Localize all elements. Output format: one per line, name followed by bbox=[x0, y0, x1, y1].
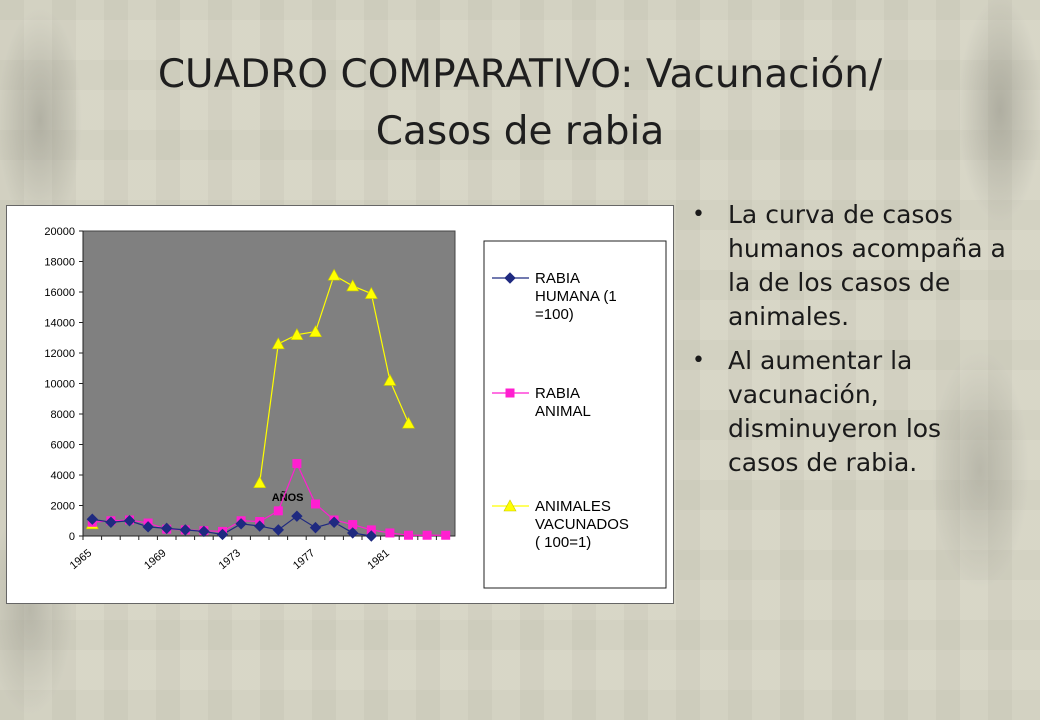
y-tick-label: 14000 bbox=[44, 317, 75, 330]
title-line-1: CUADRO COMPARATIVO: Vacunación/ bbox=[157, 52, 883, 97]
x-tick-label: 1977 bbox=[290, 547, 318, 573]
bullet-item bbox=[690, 198, 1010, 334]
legend-label: VACUNADOS bbox=[535, 516, 629, 533]
plot-area bbox=[83, 231, 455, 536]
y-tick-label: 12000 bbox=[44, 348, 75, 360]
y-tick-label: 2000 bbox=[50, 500, 75, 513]
y-tick-label: 18000 bbox=[44, 256, 75, 269]
y-tick-label: 20000 bbox=[44, 226, 75, 238]
x-tick-label: 1981 bbox=[365, 547, 392, 573]
data-point bbox=[441, 531, 450, 540]
legend-label: ( 100=1) bbox=[535, 534, 592, 551]
bullet-list bbox=[690, 198, 1010, 490]
legend-label: RABIA bbox=[535, 270, 581, 287]
data-point bbox=[311, 499, 320, 508]
data-point bbox=[404, 531, 413, 540]
bullet-item bbox=[690, 344, 1010, 480]
bullet-dot-icon: • bbox=[692, 348, 705, 373]
data-point bbox=[292, 459, 301, 468]
y-tick-label: 8000 bbox=[50, 409, 75, 421]
bullet-text: Al aumentar la vacunación, disminuyeron los casos de rabia. bbox=[728, 346, 942, 477]
legend-label: HUMANA (1 bbox=[535, 288, 617, 305]
y-tick-label: 0 bbox=[68, 531, 75, 543]
y-tick-label: 16000 bbox=[44, 287, 75, 299]
legend-label: =100) bbox=[535, 306, 574, 323]
bullet-text: La curva de casos humanos acompaña a la de los casos de animales. bbox=[728, 200, 1006, 331]
bullet-dot-icon: • bbox=[692, 202, 705, 227]
legend-label: RABIA bbox=[535, 385, 581, 402]
chart bbox=[6, 205, 674, 604]
y-tick-label: 6000 bbox=[50, 439, 75, 452]
title-line-2: Casos de rabia bbox=[375, 109, 665, 154]
y-tick-label: 10000 bbox=[44, 378, 75, 391]
data-point bbox=[385, 528, 394, 537]
x-axis-title: AÑOS bbox=[271, 492, 304, 504]
data-point bbox=[506, 389, 515, 398]
chart-svg bbox=[7, 206, 673, 603]
legend-label: ANIMAL bbox=[535, 403, 591, 420]
slide-title bbox=[60, 46, 980, 160]
data-point bbox=[423, 531, 432, 540]
x-tick-label: 1973 bbox=[216, 547, 244, 573]
data-point bbox=[274, 506, 283, 515]
x-tick-label: 1969 bbox=[142, 547, 169, 573]
y-tick-label: 4000 bbox=[50, 470, 75, 482]
legend-label: ANIMALES bbox=[535, 498, 611, 515]
x-tick-label: 1965 bbox=[67, 547, 95, 573]
